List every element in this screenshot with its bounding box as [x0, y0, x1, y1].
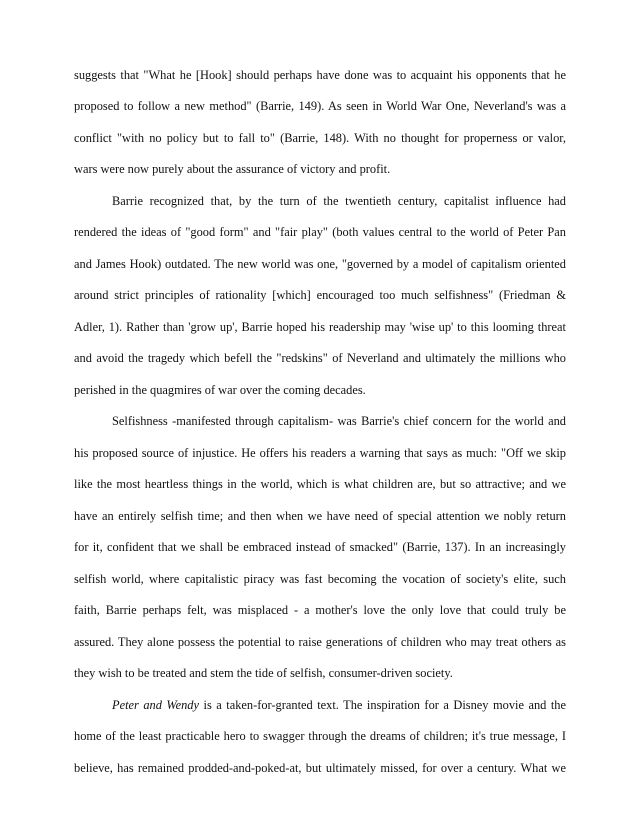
body-text-line: suggests that "What he [Hook] should perhaps have done was to acquaint his opponents that he — [74, 68, 566, 82]
body-text-line: wars were now purely about the assurance of victory and profit. — [74, 162, 391, 176]
body-text-line: faith, Barrie perhaps felt, was misplaced - a mother's love the only love that could truly be — [74, 603, 566, 617]
body-text-line: Selfishness -manifested through capitalism- was Barrie's chief concern for the world and — [112, 414, 566, 428]
body-text-line: assured. They alone possess the potential to raise generations of children who may treat others as — [74, 635, 566, 649]
body-text-line: around strict principles of rationality [which] encouraged too much selfishness" (Friedman & — [74, 288, 566, 302]
body-text-line: perished in the quagmires of war over the coming decades. — [74, 383, 366, 397]
body-text-line: like the most heartless things in the world, which is what children are, but so attractive; and we — [74, 477, 566, 491]
body-text-line: for it, confident that we shall be embraced instead of smacked" (Barrie, 137). In an increasingly — [74, 540, 566, 554]
book-title: Peter and Wendy — [112, 698, 199, 712]
body-text-line: they wish to be treated and stem the tide of selfish, consumer-driven society. — [74, 666, 453, 680]
body-text-line: his proposed source of injustice. He offers his readers a warning that says as much: "Off we skip — [74, 446, 566, 460]
body-text-line: Adler, 1). Rather than 'grow up', Barrie hoped his readership may 'wise up' to this looming threat — [74, 320, 566, 334]
body-text-line — [112, 697, 566, 713]
body-text-line: Barrie recognized that, by the turn of the twentieth century, capitalist influence had — [112, 194, 566, 208]
body-text-line: home of the least practicable hero to swagger through the dreams of children; it's true message, I — [74, 729, 566, 743]
body-text-line: have an entirely selfish time; and then when we have need of special attention we nobly return — [74, 509, 566, 523]
body-text-line: proposed to follow a new method" (Barrie, 149). As seen in World War One, Neverland's was a — [74, 99, 566, 113]
body-text-span: is a taken-for-granted text. The inspiration for a Disney movie and the — [199, 698, 566, 712]
body-text-line: selfish world, where capitalistic piracy was fast becoming the vocation of society's elite, such — [74, 572, 566, 586]
body-text-line: conflict "with no policy but to fall to" (Barrie, 148). With no thought for properness or valor, — [74, 131, 566, 145]
body-text-line: and James Hook) outdated. The new world was one, "governed by a model of capitalism oriented — [74, 257, 566, 271]
body-text-line: and avoid the tragedy which befell the "redskins" of Neverland and ultimately the millions who — [74, 351, 566, 365]
body-text-line: rendered the ideas of "good form" and "fair play" (both values central to the world of Peter Pan — [74, 225, 566, 239]
body-text-line: believe, has remained prodded-and-poked-at, but ultimately missed, for over a century. What we — [74, 761, 566, 775]
